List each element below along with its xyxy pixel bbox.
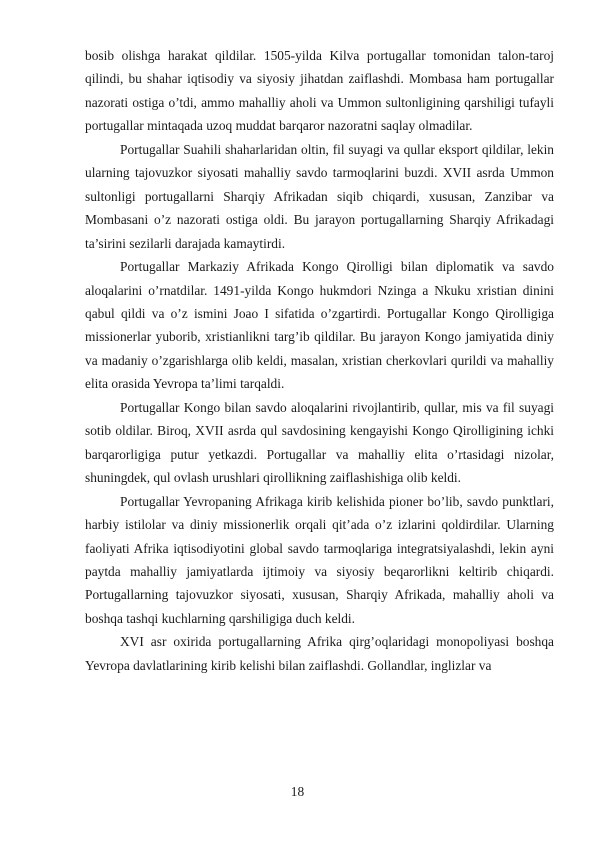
paragraph-5: Portugallar Yevropaning Afrikaga kirib kelishida pioner bo’lib, savdo punktlari, harbiy istilolar va diniy missionerlik orqali qit’ada o’z izlarini qoldirdilar. Ularning faoliyati Afrika iqtisodiyotini global savdo tarmoqlariga integratsiyalashdi, lekin ayni paytda mahalliy jamiyatlarda ijtimoiy va siyosiy beqarorlikni keltirib chiqardi. Portugallarning tajovuzkor siyosati, xususan, Sharqiy Afrikada, mahalliy aholi va boshqa tashqi kuchlarning qarshiligiga duch keldi.: [85, 493, 554, 626]
paragraph-3: Portugallar Markaziy Afrikada Kongo Qirolligi bilan diplomatik va savdo aloqalarini o’rnatdilar. 1491-yilda Kongo hukmdori Nzinga a Nkuku xristian dinini qabul qildi va o’z ismini Joao I sifatida o’zgartirdi. Portugallar Kongo Qirolligiga missionerlar yuborib, xristianlikni targ’ib qildilar. Bu jarayon Kongo jamiyatida diniy va madaniy o’zgarishlarga olib keldi, masalan, xristian cherkovlari qurildi va mahalliy elita orasida Yevropa ta’limi tarqaldi.: [85, 259, 554, 392]
paragraph-4: Portugallar Kongo bilan savdo aloqalarini rivojlantirib, qullar, mis va fil suyagi sotib oldilar. Biroq, XVII asrda qul savdosining kengayishi Kongo Qirolligining ichki barqarorligiga putur yetkazdi. Portugallar va mahalliy elita o’rtasidagi nizolar, shuningdek, qul ovlash urushlari qirollikning zaiflashishiga olib keldi.: [85, 399, 554, 486]
page-number: 18: [290, 784, 305, 799]
paragraph-6: XVI asr oxirida portugallarning Afrika qirg’oqlaridagi monopoliyasi boshqa Yevropa davlatlarining kirib kelishi bilan zaiflashdi. Gollandlar, inglizlar va: [85, 634, 554, 673]
paragraph-1: bosib olishga harakat qildilar. 1505-yilda Kilva portugallar tomonidan talon-taroj qilindi, bu shahar iqtisodiy va siyosiy jihatdan zaiflashdi. Mombasa ham portugallar nazorati ostiga o’tdi, ammo mahalliy aholi va Ummon sultonligining qarshiligi tufayli portugallar mintaqada uzoq muddat barqaror nazoratni saqlay olmadilar.: [85, 48, 554, 134]
document-body: [85, 44, 554, 677]
paragraph-2: Portugallar Suahili shaharlaridan oltin, fil suyagi va qullar eksport qildilar, lekin ularning tajovuzkor siyosati mahalliy savdo tarmoqlarini buzdi. XVII asrda Ummon sultonligi portugallarni Sharqiy Afrikadan siqib chiqardi, xususan, Zanzibar va Mombasani o’z nazorati ostiga oldi. Bu jarayon portugallarning Sharqiy Afrikadagi ta’sirini sezilarli darajada kamaytirdi.: [85, 141, 554, 251]
